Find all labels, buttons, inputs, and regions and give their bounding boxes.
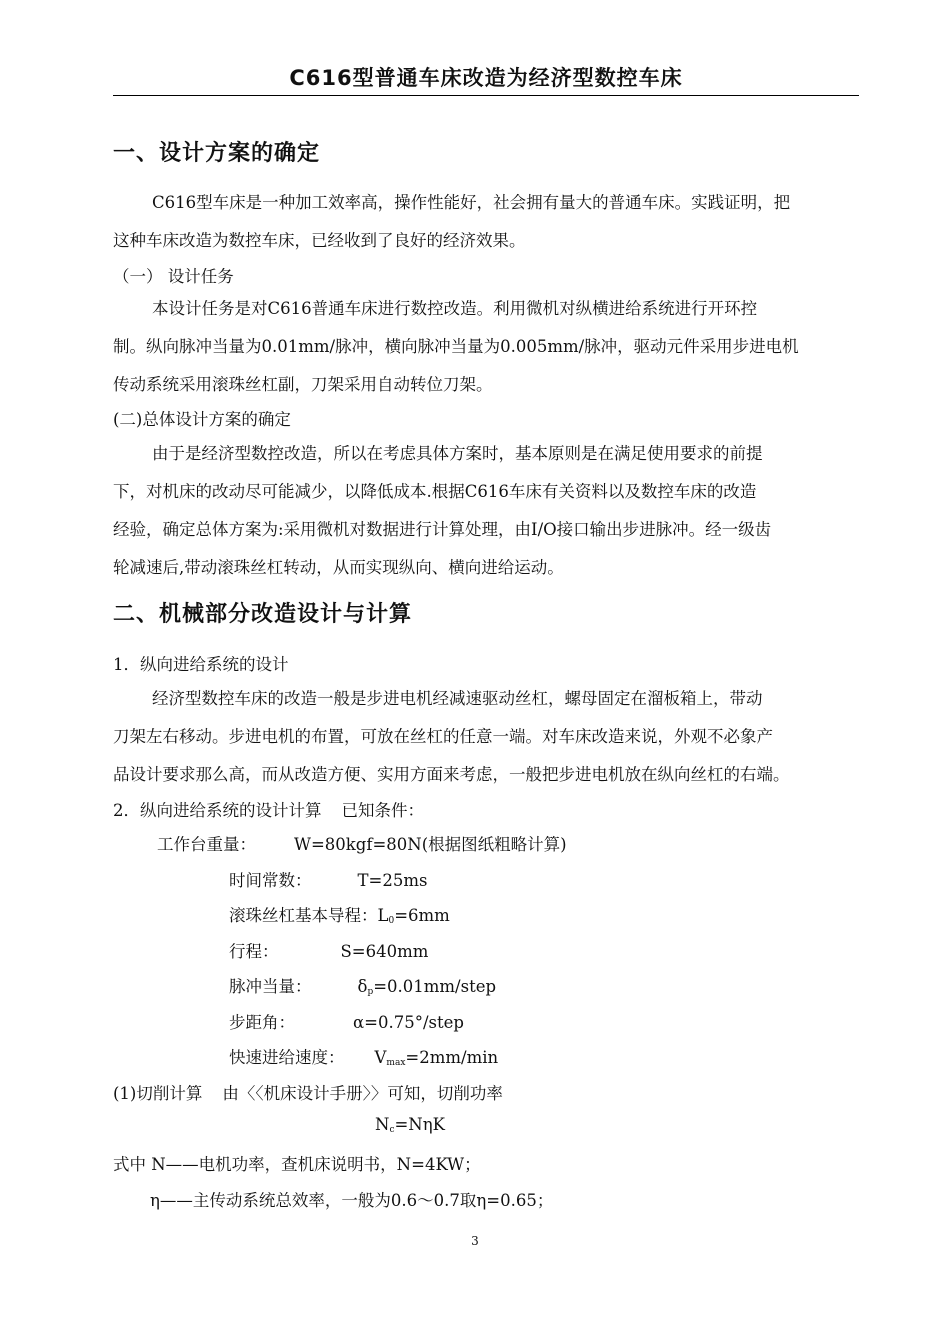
param-subscript: p (367, 987, 374, 997)
param-symbol: V (374, 1048, 387, 1067)
param-weight (157, 831, 567, 855)
paragraph-line: 经验，确定总体方案为:采用微机对数据进行计算处理，由I/O接口输出步进脉冲。经一级齿 (113, 520, 772, 539)
param-symbol: L (377, 906, 389, 925)
param-label: 行程： (229, 942, 279, 961)
param-lead (229, 902, 450, 926)
param-subscript: max (386, 1058, 406, 1068)
paragraph-line: 品设计要求那么高，而从改造方便、实用方面来考虑，一般把步进电机放在纵向丝杠的右端。 (113, 765, 790, 784)
param-stroke (229, 938, 428, 962)
param-value: =6mm (394, 906, 450, 925)
paragraph-line: 经济型数控车床的改造一般是步进电机经减速驱动丝杠，螺母固定在溜板箱上，带动 (152, 689, 763, 708)
param-label: 滚珠丝杠基本导程： (229, 906, 378, 925)
section-heading-1: 一、设计方案的确定 (113, 141, 321, 166)
cutting-calc-line (113, 1080, 503, 1104)
subsection-heading-1: （一） 设计任务 (113, 267, 234, 286)
paragraph-line: 制。纵向脉冲当量为0.01mm/脉冲，横向脉冲当量为0.005mm/脉冲，驱动元件采用步进电机 (113, 337, 799, 356)
param-label: 工作台重量： (157, 835, 256, 854)
paragraph-line: 传动系统采用滚珠丝杠副，刀架采用自动转位刀架。 (113, 375, 493, 394)
param-value: α=0.75°/step (353, 1013, 464, 1032)
page-header-title: C616型普通车床改造为经济型数控车床 (289, 66, 683, 90)
param-label: 时间常数： (229, 871, 312, 890)
formula-rest: =NηK (394, 1115, 445, 1134)
header-rule (113, 95, 859, 96)
subsection-heading-2: (二)总体设计方案的确定 (113, 410, 291, 429)
param-subscript: 0 (388, 916, 395, 926)
eta-line: η——主传动系统总效率，一般为0.6～0.7取η=0.65； (150, 1191, 554, 1210)
item-heading-1: 1．纵向进给系统的设计 (113, 655, 289, 674)
param-time-constant (229, 867, 427, 891)
paragraph-line: 下，对机床的改动尽可能减少，以降低成本.根据C616车床有关资料以及数控车床的改造 (113, 482, 757, 501)
param-label: 脉冲当量： (229, 977, 312, 996)
cutting-calc-heading: (1)切削计算 (113, 1084, 203, 1103)
section-heading-2: 二、机械部分改造设计与计算 (113, 602, 413, 627)
param-symbol: δ (357, 977, 368, 996)
page-number: 3 (471, 1234, 479, 1248)
param-value: =2mm/min (405, 1048, 499, 1067)
paragraph-line: 这种车床改造为数控车床，已经收到了良好的经济效果。 (113, 231, 526, 250)
item-heading-2-text: 2．纵向进给系统的设计计算 (113, 801, 322, 820)
param-label: 快速进给速度： (229, 1048, 345, 1067)
param-value: S=640mm (340, 942, 429, 961)
param-label: 步距角： (229, 1013, 295, 1032)
param-pulse-equivalent (229, 973, 496, 997)
paragraph-line: 由于是经济型数控改造，所以在考虑具体方案时，基本原则是在满足使用要求的前提 (152, 444, 763, 463)
item-heading-2 (113, 797, 424, 821)
cutting-calc-text: 由〈〈机床设计手册〉〉可知，切削功率 (222, 1084, 503, 1103)
formula-cutting-power (375, 1115, 445, 1135)
where-line: 式中 N——电机功率，查机床说明书，N=4KW； (113, 1155, 481, 1174)
paragraph-line: 本设计任务是对C616普通车床进行数控改造。利用微机对纵横进给系统进行开环控 (152, 299, 758, 318)
param-rapid-speed (229, 1044, 498, 1068)
param-step-angle (229, 1009, 464, 1033)
param-value: W=80kgf=80N(根据图纸粗略计算) (294, 835, 567, 854)
param-value: T=25ms (357, 871, 428, 890)
param-value: =0.01mm/step (373, 977, 497, 996)
formula-subscript: c (389, 1125, 395, 1135)
paragraph-line: 轮减速后,带动滚珠丝杠转动，从而实现纵向、横向进给运动。 (113, 558, 564, 577)
known-conditions-label: 已知条件： (341, 801, 424, 820)
formula-symbol: N (375, 1115, 390, 1134)
paragraph-line: 刀架左右移动。步进电机的布置，可放在丝杠的任意一端。对车床改造来说，外观不必象产 (113, 727, 773, 746)
paragraph-line: C616型车床是一种加工效率高，操作性能好，社会拥有量大的普通车床。实践证明，把 (152, 193, 791, 212)
